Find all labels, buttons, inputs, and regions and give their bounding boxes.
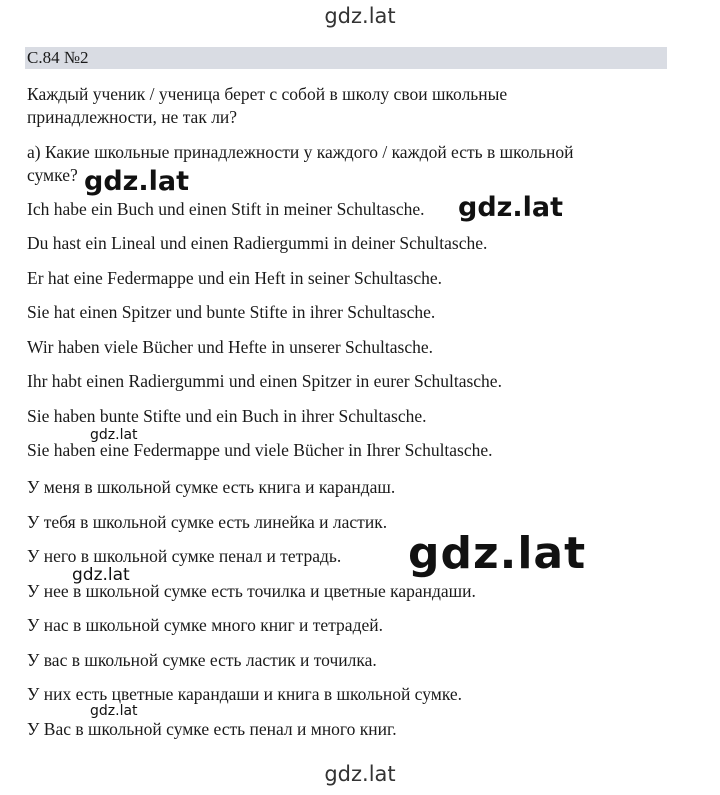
watermark-mid-1: gdz.lat <box>84 166 190 197</box>
german-sentence: Ich habe ein Buch und einen Stift in meiner Schultasche. <box>27 199 425 219</box>
russian-sentence: У тебя в школьной сумке есть линейка и ластик. <box>27 512 388 532</box>
russian-sentence: У вас в школьной сумке есть ластик и точилка. <box>27 650 377 670</box>
task-line-1: а) Какие школьные принадлежности у каждого / каждой есть в школьной <box>27 142 574 162</box>
russian-sentence: У Вас в школьной сумке есть пенал и много книг. <box>27 719 397 739</box>
russian-sentence: У меня в школьной сумке есть книга и карандаш. <box>27 477 396 497</box>
german-sentence: Du hast ein Lineal und einen Radiergummi in deiner Schultasche. <box>27 233 488 253</box>
watermark-top: gdz.lat <box>324 4 396 28</box>
watermark-large: gdz.lat <box>408 528 587 579</box>
intro-line-1: Каждый ученик / ученица берет с собой в школу свои школьные <box>27 84 508 104</box>
russian-sentence: У них есть цветные карандаши и книга в школьной сумке. <box>27 684 463 704</box>
german-sentence: Wir haben viele Bücher und Hefte in unserer Schultasche. <box>27 337 434 357</box>
german-sentence: Sie haben bunte Stifte und ein Buch in ihrer Schultasche. <box>27 406 427 426</box>
watermark-mid-2: gdz.lat <box>458 192 564 223</box>
russian-sentence: У нас в школьной сумке много книг и тетрадей. <box>27 615 383 635</box>
watermark-small-1: gdz.lat <box>90 427 138 443</box>
russian-sentence: У него в школьной сумке пенал и тетрадь. <box>27 546 342 566</box>
exercise-header: С.84 №2 <box>25 47 667 69</box>
german-sentence: Sie haben eine Federmappe und viele Bücher in Ihrer Schultasche. <box>27 440 493 460</box>
german-sentence: Sie hat einen Spitzer und bunte Stifte in ihrer Schultasche. <box>27 302 436 322</box>
watermark-small-2: gdz.lat <box>72 565 130 585</box>
watermark-small-3: gdz.lat <box>90 703 138 719</box>
watermark-bottom: gdz.lat <box>324 762 396 786</box>
intro-line-2: принадлежности, не так ли? <box>27 107 238 127</box>
german-sentence: Ihr habt einen Radiergummi und einen Spitzer in eurer Schultasche. <box>27 371 502 391</box>
task-line-2: сумке? <box>27 165 78 185</box>
german-sentence: Er hat eine Federmappe und ein Heft in seiner Schultasche. <box>27 268 442 288</box>
russian-sentence: У нее в школьной сумке есть точилка и цветные карандаши. <box>27 581 476 601</box>
